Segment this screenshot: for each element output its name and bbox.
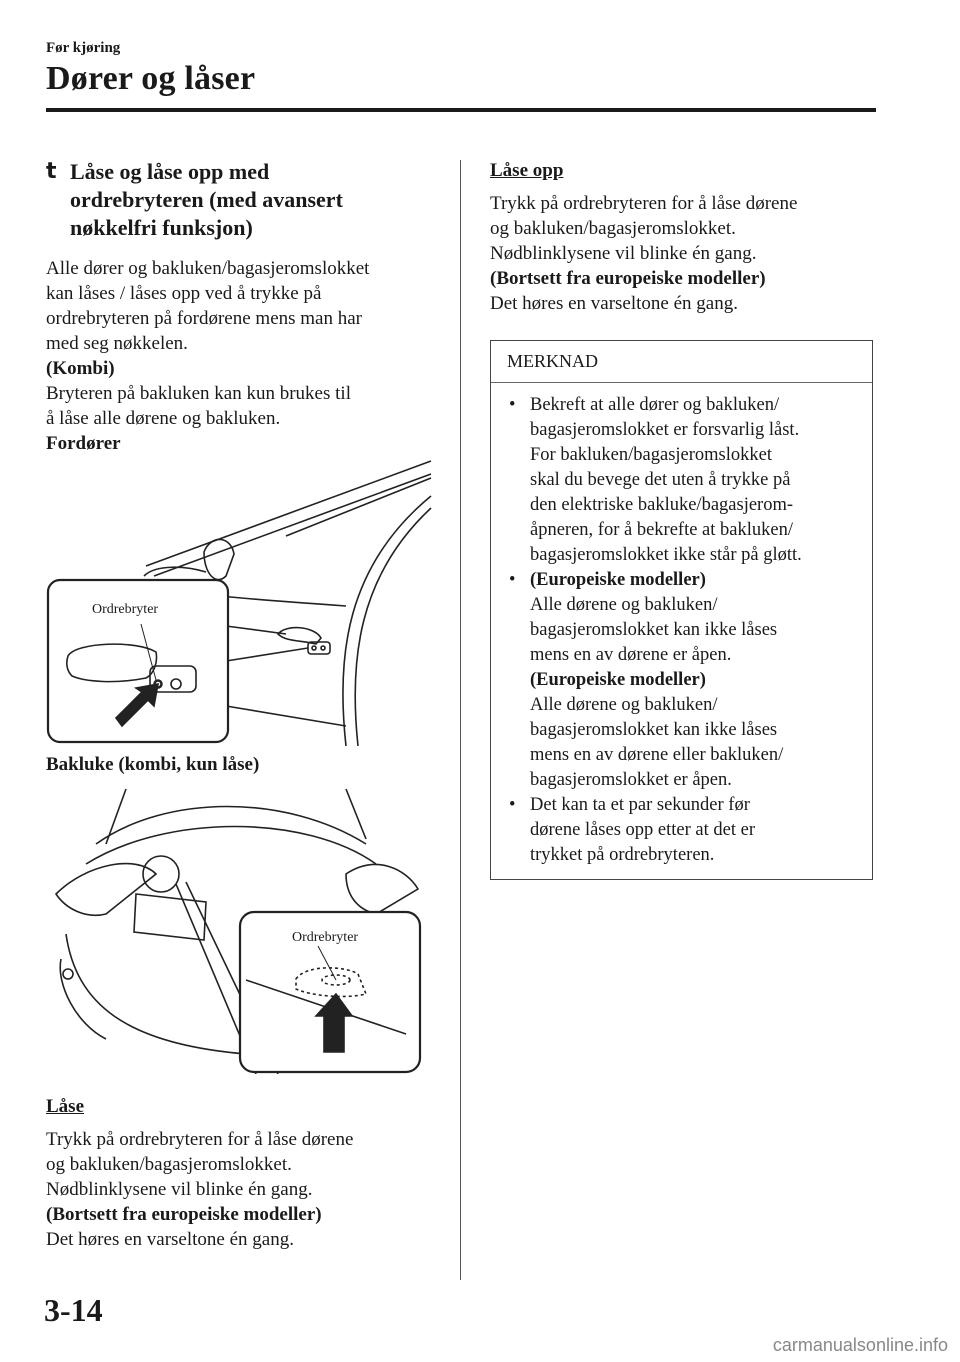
text-line: Bekreft at alle dører og bakluken/ xyxy=(530,395,780,415)
bullet-icon: • xyxy=(509,570,516,590)
column-divider xyxy=(460,160,461,1280)
text-line: å låse alle dørene og bakluken. xyxy=(46,408,281,429)
text-line: og bakluken/bagasjeromslokket. xyxy=(490,218,736,239)
text-line: bagasjeromslokket kan ikke låses xyxy=(530,620,778,640)
kombi-label: (Kombi) xyxy=(46,358,115,379)
text-line: dørene låses opp etter at det er xyxy=(530,820,755,840)
text-line: skal du bevege det uten å trykke på xyxy=(530,470,791,490)
text-line: bagasjeromslokket ikke står på gløtt. xyxy=(530,545,802,565)
section-heading xyxy=(46,158,446,242)
list-item xyxy=(505,568,865,793)
text-line: Trykk på ordrebryteren for å låse dørene xyxy=(490,193,798,214)
heading-line: Låse og låse opp med xyxy=(70,159,270,184)
non-eu-label: (Bortsett fra europeiske modeller) xyxy=(490,268,766,289)
text-line: og bakluken/bagasjeromslokket. xyxy=(46,1154,292,1175)
heading-line: ordrebryteren (med avansert xyxy=(70,187,343,212)
list-item xyxy=(505,393,865,568)
text-line: bagasjeromslokket kan ikke låses xyxy=(530,720,778,740)
bullet-icon: • xyxy=(509,795,516,815)
note-bullets xyxy=(505,393,865,868)
text-line: den elektriske bakluke/bagasjerom- xyxy=(530,495,794,515)
lase-heading: Låse xyxy=(46,1096,84,1117)
note-title: MERKNAD xyxy=(507,351,599,371)
text-line: ordrebryteren på fordørene mens man har xyxy=(46,308,362,329)
page-title: Dører og låser xyxy=(46,60,256,97)
text-line: Nødblinklysene vil blinke én gang. xyxy=(490,243,757,264)
intro-paragraph xyxy=(46,256,446,456)
note-header xyxy=(491,341,872,383)
title-rule xyxy=(46,108,876,112)
text-line: Det kan ta et par sekunder før xyxy=(530,795,750,815)
text-line: mens en av dørene eller bakluken/ xyxy=(530,745,784,765)
lase-opp-section xyxy=(490,158,797,316)
section-label: Før kjøring xyxy=(46,40,121,56)
fordorer-label: Fordører xyxy=(46,433,121,454)
text-line: Bryteren på bakluken kan kun brukes til xyxy=(46,383,351,404)
fig2-callout: Ordrebryter xyxy=(292,930,359,945)
heading-marker: t xyxy=(46,159,57,184)
tailgate-illustration xyxy=(46,784,426,1074)
heading-line: nøkkelfri funksjon) xyxy=(70,215,253,240)
non-eu-label: (Bortsett fra europeiske modeller) xyxy=(46,1204,322,1225)
text-line: med seg nøkkelen. xyxy=(46,333,188,354)
bullet-icon: • xyxy=(509,395,516,415)
lase-section xyxy=(46,1094,353,1252)
list-item xyxy=(505,793,865,868)
text-line: Alle dørene og bakluken/ xyxy=(530,695,718,715)
text-line: åpneren, for å bekrefte at bakluken/ xyxy=(530,520,793,540)
lase-opp-heading: Låse opp xyxy=(490,160,564,181)
text-line: Det høres en varseltone én gang. xyxy=(46,1229,294,1250)
eu-label: (Europeiske modeller) xyxy=(530,570,706,590)
fig1-callout: Ordrebryter xyxy=(92,602,159,617)
text-line: Alle dørene og bakluken/ xyxy=(530,595,718,615)
eu-label: (Europeiske modeller) xyxy=(530,670,706,690)
text-line: Det høres en varseltone én gang. xyxy=(490,293,738,314)
text-line: kan låses / låses opp ved å trykke på xyxy=(46,283,322,304)
text-line: Alle dører og bakluken/bagasjeromslokket xyxy=(46,258,370,279)
note-box xyxy=(490,340,873,880)
page-number: 3-14 xyxy=(44,1292,103,1328)
text-line: bagasjeromslokket er åpen. xyxy=(530,770,732,790)
text-line: bagasjeromslokket er forsvarlig låst. xyxy=(530,420,800,440)
bakluke-label: Bakluke (kombi, kun låse) xyxy=(46,754,260,775)
watermark: carmanualsonline.info xyxy=(772,1335,948,1355)
text-line: trykket på ordrebryteren. xyxy=(530,845,715,865)
text-line: Nødblinklysene vil blinke én gang. xyxy=(46,1179,313,1200)
text-line: mens en av dørene er åpen. xyxy=(530,645,732,665)
front-door-illustration xyxy=(46,456,436,746)
text-line: Trykk på ordrebryteren for å låse dørene xyxy=(46,1129,354,1150)
text-line: For bakluken/bagasjeromslokket xyxy=(530,445,772,465)
